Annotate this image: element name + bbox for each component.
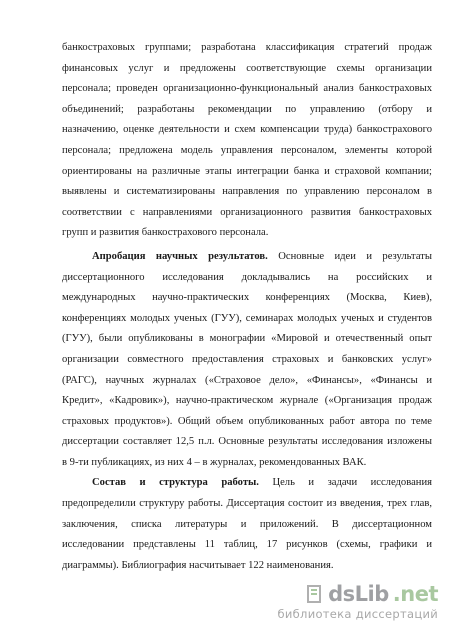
- findings-line: банкостраховых группами; разработана классификация стратегий продаж: [62, 42, 432, 53]
- approbation-line: Кредит», «Кадровик»), научно-практическом журнале («Организация продаж: [62, 395, 432, 407]
- watermark: [277, 582, 438, 621]
- book-icon: [306, 584, 324, 604]
- structure-line: заключения, списка литературы и приложений. В диссертационном: [62, 518, 432, 530]
- heading-structure: Состав и структура работы.: [92, 477, 259, 489]
- findings-line: групп и развития банкострахового персонала.: [62, 227, 269, 239]
- approbation-line: диссертации составляет 12,5 п.л. Основные результаты исследования изложены: [62, 436, 432, 448]
- paragraph-structure: [62, 473, 432, 576]
- findings-line: персонала; предложена модель управления персоналом, элементы которой: [62, 144, 432, 156]
- approbation-line: диссертационного исследования докладывались на российских и: [62, 271, 432, 283]
- approbation-line: (РАГС), научных журналах («Страховое дело», «Финансы», «Финансы и: [62, 374, 432, 386]
- findings-line: соответствии с направлениями организационного развития банкостраховых: [62, 206, 432, 218]
- approbation-line: страховых продуктов»). Общий объем опубликованных работ автора по теме: [62, 415, 432, 427]
- structure-line: предопределили структуру работы. Диссертация состоит из введения, трех глав,: [62, 498, 432, 510]
- watermark-logo: dsLib .net: [277, 582, 438, 606]
- findings-line: объединений; разработаны рекомендации по управлению (отбору и: [62, 103, 432, 115]
- approbation-line: конференциях молодых ученых (ГУУ), семинарах молодых ученых и студентов: [62, 312, 432, 324]
- structure-line: исследовании представлены 11 таблиц, 17 рисунков (схемы, графики и: [62, 539, 432, 551]
- paragraph-approbation: [62, 247, 432, 474]
- heading-approbation: Апробация научных результатов.: [92, 250, 268, 262]
- watermark-subtitle: библиотека диссертаций: [277, 607, 438, 621]
- findings-line: финансовых услуг и предложены соответствующие схемы организации: [62, 62, 432, 74]
- paragraph-approbation-first-line: Апробация научных результатов. Основные идеи и результаты: [92, 250, 432, 262]
- findings-line: назначению, оценке деятельности и схем компенсации труда) банкострахового: [62, 124, 432, 136]
- document-page: [62, 38, 432, 576]
- approbation-line: в 9-ти публикациях, из них 4 – в журналах, рекомендованных ВАК.: [62, 456, 367, 468]
- findings-line: персонала; проведен организационно-функциональный анализ банкостраховых: [62, 83, 432, 95]
- approbation-line: международных научно-практических конференциях (Москва, Киев),: [62, 292, 432, 304]
- structure-line: диаграммы). Библиография насчитывает 122 наименования.: [62, 559, 334, 571]
- approbation-line: (ГУУ), были опубликованы в монографии «Мировой и отечественный опыт: [62, 333, 432, 345]
- paragraph-structure-first-line: Состав и структура работы. Цель и задачи исследования: [92, 477, 432, 489]
- paragraph-findings: [62, 38, 432, 244]
- findings-line: ориентированы на различные этапы интеграции банка и страховой компании;: [62, 165, 432, 177]
- findings-line: выявлены и систематизированы направления по управлению персоналом в: [62, 186, 432, 198]
- approbation-line: организации совместного предоставления страховых и банковских услуг»: [62, 353, 432, 365]
